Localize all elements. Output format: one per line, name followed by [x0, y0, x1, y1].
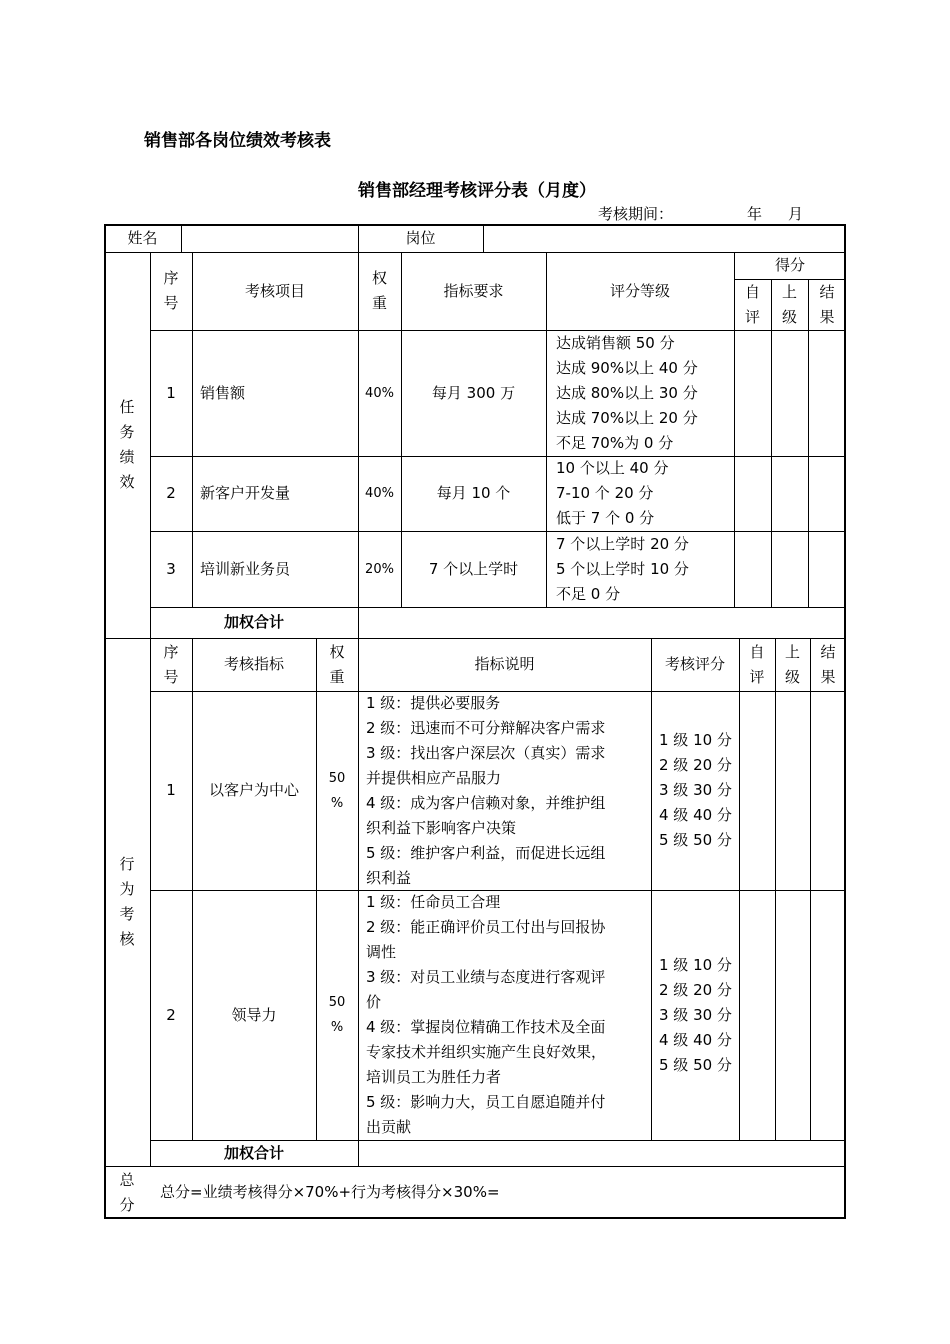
behavior-superior-score[interactable]	[775, 890, 810, 1140]
task-seq: 3	[166, 559, 176, 578]
period-year: 年	[747, 205, 763, 223]
task-superior-score[interactable]	[771, 531, 808, 607]
total-formula[interactable]: 总分=业绩考核得分×70%+行为考核得分×30%=	[160, 1183, 500, 1201]
behavior-weight: 50 %	[328, 770, 346, 811]
behavior-header-self: 自 评	[749, 642, 765, 686]
behavior-header-weight: 权 重	[329, 642, 345, 686]
task-result-score[interactable]	[808, 330, 846, 456]
task-seq: 2	[166, 484, 176, 502]
behavior-header-description: 指标说明	[474, 655, 535, 673]
task-superior-score[interactable]	[771, 456, 808, 531]
behavior-result-score[interactable]	[810, 691, 846, 890]
task-section-label: 任 务 绩 效	[119, 398, 135, 491]
behavior-header-superior: 上 级	[784, 642, 800, 686]
task-weighted-total-value[interactable]	[358, 607, 846, 638]
task-header-requirement: 指标要求	[443, 281, 504, 300]
task-requirement: 每月 10 个	[436, 484, 511, 502]
task-weight: 40%	[365, 385, 394, 401]
assessment-period	[598, 203, 803, 224]
task-superior-score[interactable]	[771, 330, 808, 456]
behavior-section-label: 行 为 考 核	[119, 855, 135, 948]
behavior-header-indicator: 考核指标	[223, 655, 284, 673]
task-grading: 7 个以上学时 20 分 5 个以上学时 10 分 不足 0 分	[556, 534, 689, 603]
task-header-seq: 序 号	[163, 269, 179, 312]
task-self-score[interactable]	[734, 330, 771, 456]
task-item: 新客户开发量	[200, 484, 291, 502]
name-label: 姓名	[127, 228, 158, 247]
task-requirement: 7 个以上学时	[428, 559, 519, 578]
behavior-self-score[interactable]	[739, 890, 775, 1140]
period-label: 考核期间：	[598, 205, 674, 223]
post-field[interactable]	[483, 224, 846, 252]
task-grading: 10 个以上 40 分 7-10 个 20 分 低于 7 个 0 分	[556, 459, 669, 527]
task-header-self: 自 评	[744, 282, 760, 326]
task-grading: 达成销售额 50 分 达成 90%以上 40 分 达成 80%以上 30 分 达成 70%以上 20 分 不足 70%为 0 分	[556, 333, 698, 452]
behavior-superior-score[interactable]	[775, 691, 810, 890]
task-weight: 40%	[365, 486, 394, 501]
total-label: 总 分	[119, 1170, 135, 1214]
behavior-weighted-total-label: 加权合计	[223, 1143, 284, 1162]
behavior-indicator: 以客户为中心	[208, 781, 299, 799]
task-header-item: 考核项目	[244, 281, 305, 300]
task-seq: 1	[166, 383, 176, 402]
task-item: 培训新业务员	[200, 559, 291, 578]
behavior-rating: 1 级 10 分 2 级 20 分 3 级 30 分 4 级 40 分 5 级 50 分	[659, 955, 732, 1074]
behavior-header-result: 结 果	[820, 642, 836, 686]
form-title: 销售部经理考核评分表（月度）	[358, 181, 596, 201]
behavior-rating: 1 级 10 分 2 级 20 分 3 级 30 分 4 级 40 分 5 级 50 分	[659, 731, 732, 849]
behavior-weighted-total-value[interactable]	[358, 1140, 846, 1166]
task-weighted-total-label: 加权合计	[223, 613, 284, 631]
name-field[interactable]	[181, 224, 358, 252]
task-result-score[interactable]	[808, 456, 846, 531]
task-header-score: 得分	[774, 256, 805, 274]
behavior-header-rating: 考核评分	[664, 655, 725, 673]
document-heading: 销售部各岗位绩效考核表	[144, 131, 331, 151]
task-header-weight: 权 重	[371, 269, 387, 312]
behavior-description: 1 级：任命员工合理 2 级：能正确评价员工付出与回报协 调性 3 级：对员工业绩与态度进行客观评 价 4 级：掌握岗位精确工作技术及全面 专家技术并组织实施产生良好效果， 培训员工为胜任力者 5 级：影响力大，员工自愿追随并付 出贡献	[366, 893, 607, 1136]
task-result-score[interactable]	[808, 531, 846, 607]
behavior-header-seq: 序 号	[163, 642, 179, 686]
task-requirement: 每月 300 万	[431, 383, 516, 402]
behavior-weight: 50 %	[328, 995, 346, 1035]
period-month: 月	[788, 205, 804, 223]
behavior-result-score[interactable]	[810, 890, 846, 1140]
task-weight: 20%	[365, 561, 394, 577]
behavior-seq: 1	[166, 781, 176, 799]
post-label: 岗位	[405, 228, 436, 247]
task-header-superior: 上 级	[781, 282, 797, 326]
task-self-score[interactable]	[734, 456, 771, 531]
behavior-seq: 2	[166, 1005, 176, 1024]
task-header-result: 结 果	[819, 282, 835, 326]
behavior-self-score[interactable]	[739, 691, 775, 890]
behavior-indicator: 领导力	[231, 1005, 277, 1024]
task-self-score[interactable]	[734, 531, 771, 607]
behavior-description: 1 级：提供必要服务 2 级：迅速而不可分辩解决客户需求 3 级：找出客户深层次（真实）需求 并提供相应产品服力 4 级：成为客户信赖对象，并维护组 织利益下影响客户决策 5 级：维护客户利益，而促进长远组 织利益	[366, 693, 606, 887]
task-header-grading: 评分等级	[609, 281, 670, 300]
task-item: 销售额	[200, 383, 246, 402]
